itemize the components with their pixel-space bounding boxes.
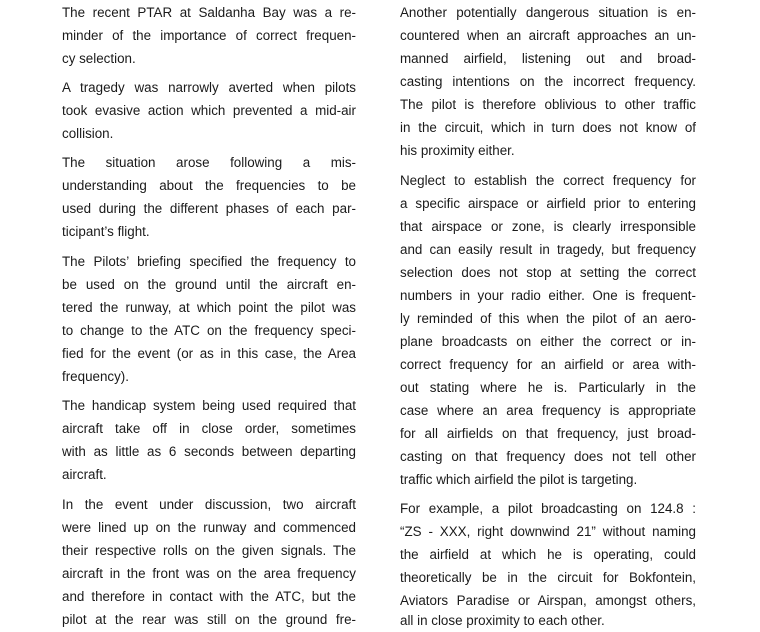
paragraph-line: with as little as 6 seconds between departing [62, 444, 356, 459]
paragraph-line: collision. [62, 126, 114, 141]
paragraph-line: Another potentially dangerous situation is en- [400, 5, 696, 20]
paragraph-line: manned airfield, listening out and broad- [400, 51, 696, 66]
paragraph-line: the airfield at which he is operating, could [400, 547, 696, 562]
paragraph-line: The situation arose following a mis- [62, 155, 356, 170]
paragraph-line: selection does not stop at setting the correct [400, 265, 696, 280]
paragraph-line: countered when an aircraft approaches an un- [400, 28, 696, 43]
paragraph-line: Neglect to establish the correct frequency for [400, 173, 696, 188]
paragraph-line: to change to the ATC on the frequency speci- [62, 323, 356, 338]
paragraph-line: The pilot is therefore oblivious to other traffic [400, 97, 696, 112]
paragraph-line: were lined up on the runway and commenced [62, 520, 356, 535]
paragraph-line: theoretically be in the circuit for Bokfontein, [400, 570, 696, 585]
paragraph-line: ly reminded of this when the pilot of an aero- [400, 311, 696, 326]
paragraph-line: frequency). [62, 369, 129, 384]
paragraph-line: and can easily result in tragedy, but frequency [400, 242, 696, 257]
paragraph-line: took evasive action which prevented a mid-air [62, 103, 356, 118]
paragraph-line: aircraft. [62, 467, 107, 482]
paragraph-line: numbers in your radio either. One is frequent- [400, 288, 696, 303]
paragraph-line: The Pilots’ briefing specified the frequency to [62, 254, 356, 269]
paragraph-line: that airspace or zone, is clearly irresponsible [400, 219, 696, 234]
paragraph-line: case where an area frequency is appropriate [400, 403, 696, 418]
paragraph-line: minder of the importance of correct frequen- [62, 28, 356, 43]
paragraph-line: out stating where he is. Particularly in the [400, 380, 696, 395]
paragraph-line: and therefore in contact with the ATC, but the [62, 589, 356, 604]
paragraph-line: for all airfields on that frequency, just broad- [400, 426, 696, 441]
paragraph-line: For example, a pilot broadcasting on 124.8 : [400, 501, 696, 516]
paragraph-line: his proximity either. [400, 143, 515, 158]
paragraph-line: their respective rolls on the given signals. The [62, 543, 356, 558]
paragraph-line: used during the different phases of each par- [62, 201, 356, 216]
paragraph-line: The handicap system being used required that [62, 398, 356, 413]
paragraph-line: be used on the ground until the aircraft en- [62, 277, 356, 292]
paragraph-line: Aviators Paradise or Airspan, amongst others, [400, 593, 696, 608]
paragraph-line: cy selection. [62, 51, 136, 66]
paragraph-line: casting on that frequency does not tell other [400, 449, 696, 464]
paragraph-line: fied for the event (or as in this case, the Area [62, 346, 356, 361]
paragraph-line: tered the runway, at which point the pilot was [62, 300, 356, 315]
paragraph-line: casting intentions on the incorrect frequency. [400, 74, 696, 89]
paragraph-line: aircraft in the front was on the area frequency [62, 566, 356, 581]
paragraph-line: The recent PTAR at Saldanha Bay was a re- [62, 5, 356, 20]
paragraph-line: understanding about the frequencies to be [62, 178, 356, 193]
paragraph-line: A tragedy was narrowly averted when pilots [62, 80, 356, 95]
paragraph-line: In the event under discussion, two aircraft [62, 497, 356, 512]
paragraph-line: traffic which airfield the pilot is targeting. [400, 472, 638, 487]
paragraph-line: a specific airspace or airfield prior to entering [400, 196, 696, 211]
paragraph-line: “ZS - XXX, right downwind 21” without naming [400, 524, 696, 539]
paragraph-line: pilot at the rear was still on the ground fre- [62, 612, 356, 627]
paragraph-line: ticipant’s flight. [62, 224, 150, 239]
paragraph-line: plane broadcasts on either the correct or in- [400, 334, 696, 349]
paragraph-line: all in close proximity to each other. [400, 613, 605, 628]
paragraph-line: aircraft take off in close order, sometimes [62, 421, 356, 436]
paragraph-line: in the circuit, which in turn does not know of [400, 120, 696, 135]
paragraph-line: correct frequency for an airfield or area with- [400, 357, 696, 372]
